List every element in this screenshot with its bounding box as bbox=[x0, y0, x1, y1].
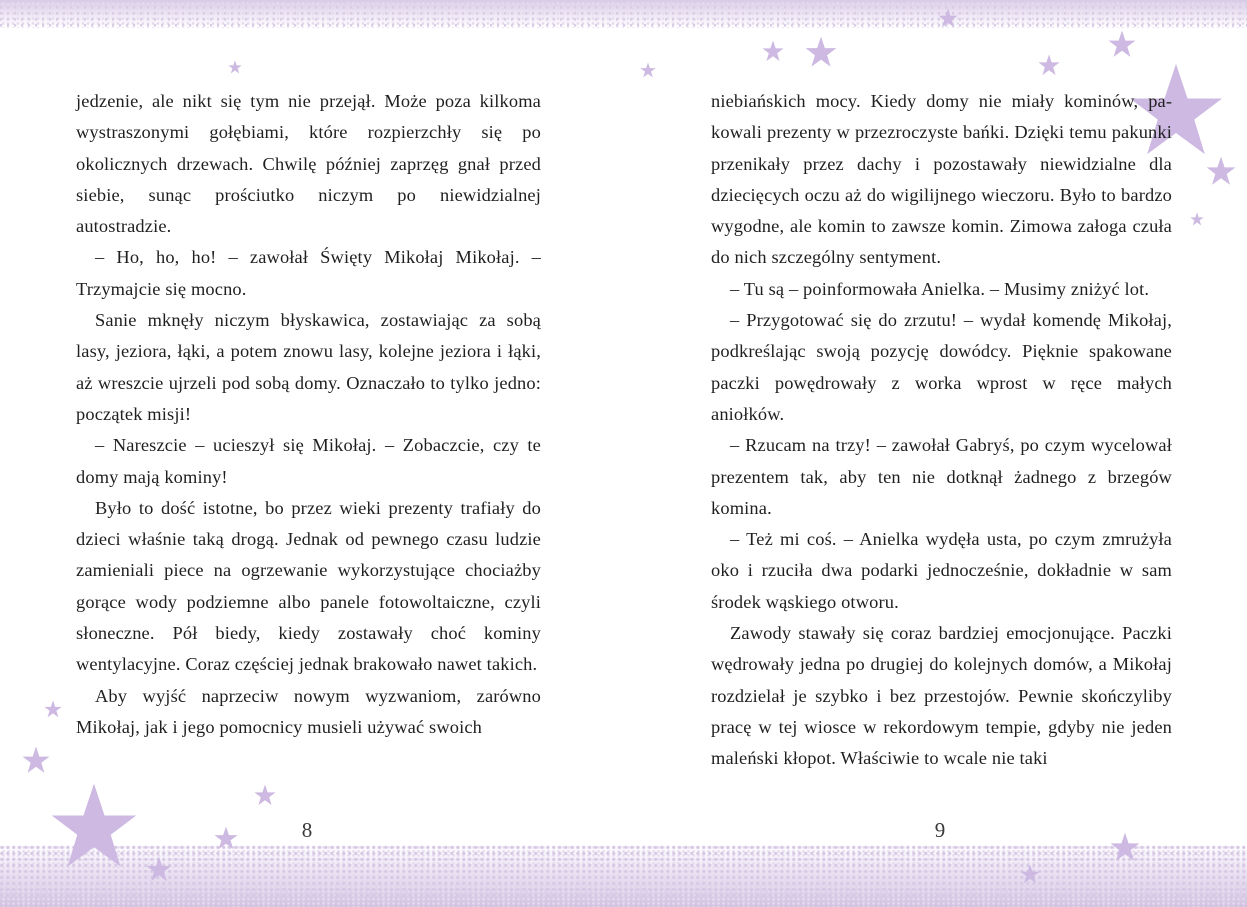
star-icon bbox=[146, 856, 172, 882]
star-icon bbox=[50, 782, 138, 870]
paragraph: – Przygotować się do zrzutu! – wydał komendę Mikołaj, podkreślając swoją pozycję dowódcy. Pięknie spakowane paczki powędrowały z worka wprost w ręce małych aniołków. bbox=[711, 310, 1172, 424]
star-icon bbox=[214, 826, 238, 850]
star-icon bbox=[1190, 212, 1204, 226]
star-icon bbox=[1038, 54, 1060, 76]
paragraph: Sanie mknęły niczym błyskawica, zostawiając za sobą lasy, jeziora, łąki, a potem znowu lasy, kolejne jeziora i łąki, aż wreszcie ujrzeli pod sobą domy. Oznaczało to tylko jedno: początek misji! bbox=[76, 310, 541, 424]
star-icon bbox=[762, 40, 784, 62]
paragraph: – Ho, ho, ho! – zawołał Święty Mikołaj Mikołaj. – Trzymajcie się mocno. bbox=[76, 247, 541, 299]
star-icon bbox=[44, 700, 62, 718]
paragraph: niebiańskich mocy. Kiedy domy nie miały kominów, pakowali prezenty w przezroczyste bańki. Dzięki temu pakunki przenikały przez dachy i pozostawały niewidzialne dla dziecięcych oczu aż do wigilijnego wieczoru. Było to bardzo wygodne, ale komin to zawsze komin. Zimowa załoga czuła do nich szczególny sentyment. bbox=[711, 91, 1172, 268]
left-page-text bbox=[76, 86, 541, 743]
paragraph: jedzenie, ale nikt się tym nie przejął. Może poza kilkoma wystraszonymi gołębiami, które rozpierzchły się po okolicznych drzewach. Chwilę później zaprzęg gnał przed siebie, sunąc prościutko niczym po niewidzialnej autostradzie. bbox=[76, 91, 541, 237]
paragraph: – Nareszcie – ucieszył się Mikołaj. – Zobaczcie, czy te domy mają kominy! bbox=[76, 435, 541, 487]
page-number-right: 9 bbox=[934, 818, 946, 842]
right-page-text bbox=[711, 86, 1172, 775]
paragraph: – Tu są – poinformowała Anielka. – Musimy zniżyć lot. bbox=[730, 278, 1150, 299]
page-number-left: 8 bbox=[301, 818, 313, 842]
star-icon bbox=[22, 746, 50, 774]
star-icon bbox=[228, 60, 242, 74]
paragraph: Było to dość istotne, bo przez wieki prezenty trafiały do dzieci właśnie taką drogą. Jednak od pewnego czasu ludzie zamieniali piece na ogrzewanie wykorzystujące chociażby gorące wody podziemne albo panele fotowoltaiczne, czyli słoneczne. Pół biedy, kiedy zostawały choć kominy wentylacyjne. Coraz częściej jednak brakowało nawet takich. bbox=[76, 497, 541, 675]
star-icon bbox=[805, 36, 837, 68]
star-icon bbox=[938, 8, 958, 28]
paragraph: – Też mi coś. – Anielka wydęła usta, po czym zmrużyła oko i rzuciła dwa podarki jednocześnie, dokładnie w sam środek wąskiego otworu. bbox=[711, 529, 1172, 612]
star-icon bbox=[1110, 832, 1140, 862]
star-icon bbox=[1108, 30, 1136, 58]
star-icon bbox=[640, 62, 656, 78]
glitter-border-bottom bbox=[0, 845, 1247, 907]
star-icon bbox=[1020, 864, 1040, 884]
glitter-border-top bbox=[0, 0, 1247, 28]
paragraph: Aby wyjść naprzeciw nowym wyzwaniom, zarówno Mikołaj, jak i jego pomocnicy musieli używać swoich bbox=[76, 685, 541, 737]
paragraph: Zawody stawały się coraz bardziej emocjonujące. Paczki wędrowały jedna po drugiej do kolejnych domów, a Mikołaj rozdzielał je szybko i bez przestojów. Pewnie skończyliby pracę w tej wiosce w rekordowym tempie, gdyby nie jeden maleński kłopot. Właściwie to wcale nie taki bbox=[711, 623, 1172, 769]
paragraph: – Rzucam na trzy! – zawołał Gabryś, po czym wycelował prezentem tak, aby ten nie dotknął żadnego z brzegów komina. bbox=[711, 435, 1172, 518]
star-icon bbox=[254, 784, 276, 806]
star-icon bbox=[1206, 156, 1236, 186]
